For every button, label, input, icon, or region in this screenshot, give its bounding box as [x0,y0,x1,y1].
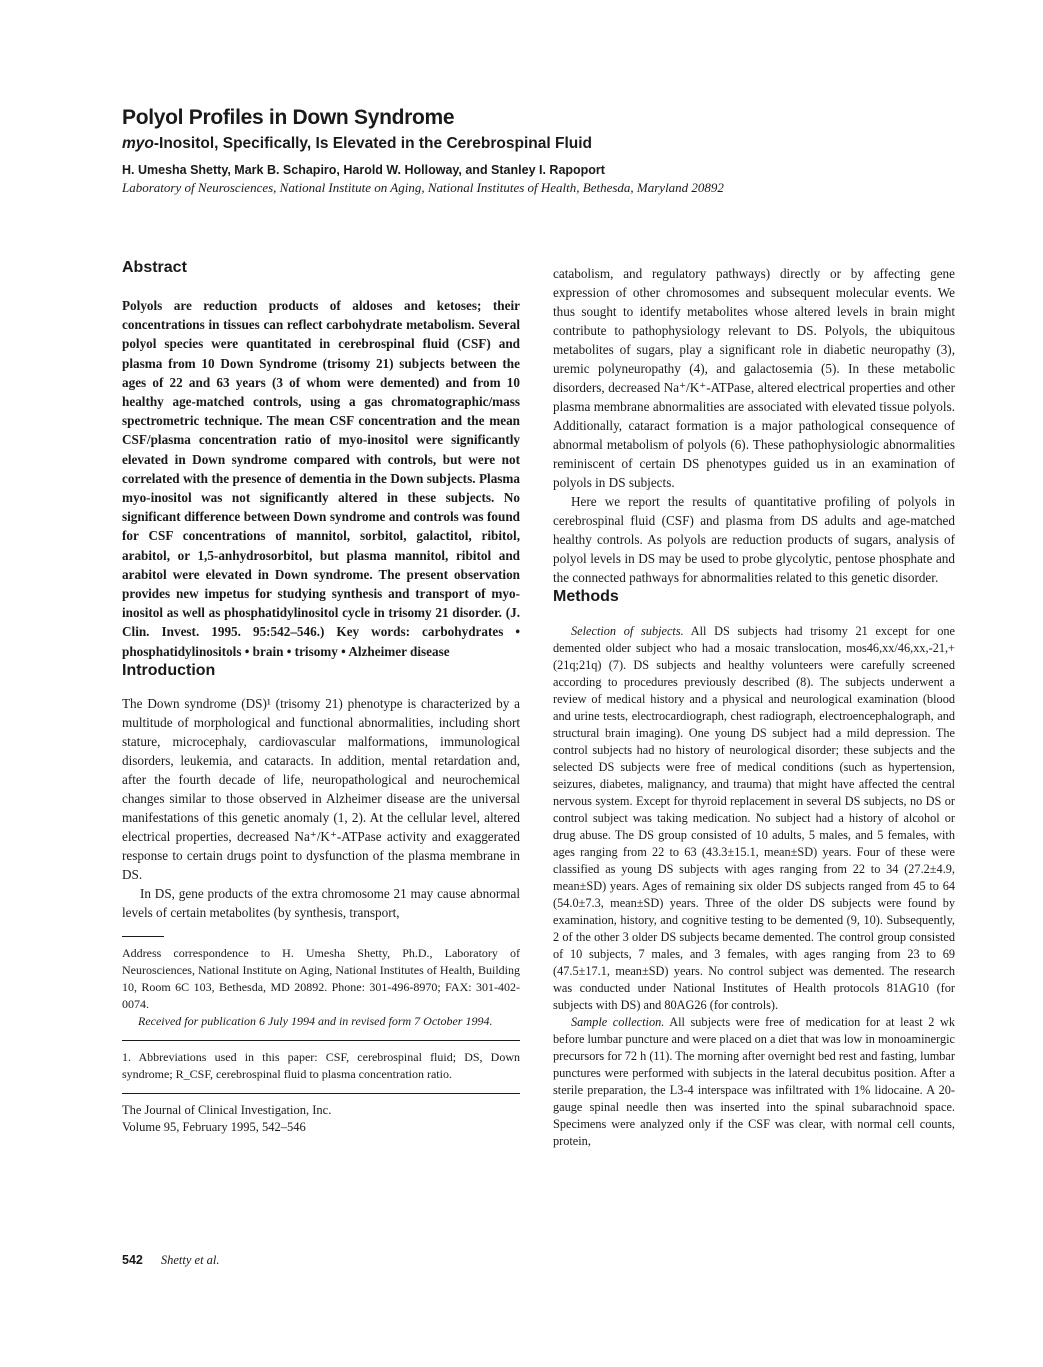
received-footnote: Received for publication 6 July 1994 and in revised form 7 October 1994. [138,1013,493,1028]
journal-rule [122,1093,520,1094]
sample-title: Sample collection. [571,1015,665,1029]
page-footer [122,1253,220,1268]
abbreviations-footnote: 1. Abbreviations used in this paper: CSF, cerebrospinal fluid; DS, Down syndrome; R_CSF, cerebrospinal fluid to plasma concentration ratio. [122,1049,520,1081]
article-title: Polyol Profiles in Down Syndrome [122,106,455,129]
intro-paragraph-2-continued: catabolism, and regulatory pathways) directly or by affecting gene expression of other chromosomes and subsequent molecular events. We thus sought to identify metabolites whose altered levels in brain might contribute to pathophysiology relevant to DS. Polyols, the ubiquitous metabolites of sugars, play a significant role in diabetic neuropathy (3), uremic polyneuropathy (4), and galactosemia (5). In these metabolic disorders, decreased Na⁺/K⁺-ATPase, altered electrical properties and other plasma membrane abnormalities are associated with elevated tissue polyols. Additionally, cataract formation is a major pathological consequence of abnormal metabolism of polyols (6). These pathophysiologic abnormalities reminiscent of certain DS phenotypes guided us in an examination of polyols in DS subjects. [553,266,955,490]
right-column [553,264,955,1150]
abstract-heading: Abstract [122,259,187,276]
abstract-text: Polyols are reduction products of aldoses and ketoses; their concentrations in tissues can reflect carbohydrate metabolism. Several polyol species were quantitated in cerebrospinal fluid (CSF) and plasma from 10 Down Syndrome (trisomy 21) subjects between the ages of 22 and 63 years (3 of whom were demented) and from 10 healthy age-matched controls, using a gas chromatographic/mass spectrometric technique. The mean CSF concentration and the mean CSF/plasma concentration ratio of myo-inositol were significantly elevated in Down syndrome compared with controls, but were not correlated with the presence of dementia in the Down subjects. Plasma myo-inositol was not significantly altered in these subjects. No significant difference between Down syndrome and controls was found for CSF concentrations of mannitol, sorbitol, galactitol, ribitol, arabitol, or 1,5-anhydrosorbitol, but plasma mannitol, ribitol and arabitol were elevated in Down syndrome. The present observation provides new impetus for studying synthesis and transport of myo-inositol as well as phosphatidylinositol cycle in trisomy 21 disorder. (J. Clin. Invest. 1995. 95:542–546.) Key words: carbohydrates • phosphatidylinositols • brain • trisomy • Alzheimer disease [122,298,520,659]
introduction-heading: Introduction [122,661,216,679]
author-list: H. Umesha Shetty, Mark B. Schapiro, Harold W. Holloway, and Stanley I. Rapoport [122,163,605,177]
intro-paragraph-1: The Down syndrome (DS)¹ (trisomy 21) phenotype is characterized by a multitude of morphological and functional abnormalities, including short stature, microcephaly, cardiovascular malformations, immunological disorders, leukemia, and cataracts. In addition, mental retardation and, after the fourth decade of life, neuropathological and neurochemical changes similar to those observed in Alzheimer disease are the universal manifestations of this genetic anomaly (1, 2). At the cellular level, altered electrical properties, decreased Na⁺/K⁺-ATPase activity and exaggerated response to certain drugs point to dysfunction of the plasma membrane in DS. [122,695,520,882]
footnote-separator [122,936,164,937]
article-subtitle [122,133,922,155]
sample-paragraph [553,1014,955,1150]
selection-title: Selection of subjects. [571,624,684,638]
sample-text: All subjects were free of medication for at least 2 wk before lumbar puncture and were placed on a diet that was low in monoaminergic precursors for 72 h (11). The morning after overnight bed rest and fasting, lumbar punctures were performed with subjects in the lateral decubitus position. After a sterile preparation, the L3-4 interspace was infiltrated with 1% lidocaine. A 20-gauge spinal needle then was inserted into the spinal subarachnoid space. Specimens were analyzed only if the CSF was clear, with normal cell counts, protein, [553,1015,955,1148]
subtitle-italic: myo [122,135,154,152]
methods-heading: Methods [553,588,619,605]
affiliation: Laboratory of Neurosciences, National Institute on Aging, National Institutes of Health, Bethesda, Maryland 20892 [122,180,724,195]
intro-paragraph-3: Here we report the results of quantitative profiling of polyols in cerebrospinal fluid (CSF) and plasma from DS adults and age-matched healthy controls. As polyols are reduction products of sugars, analysis of polyol levels in DS may be used to probe glycolytic, pentose phosphate and the connected pathways for abnormalities related to this genetic disorder. [553,494,955,585]
selection-paragraph [553,623,955,1014]
left-column [122,258,520,1136]
correspondence-footnote: Address correspondence to H. Umesha Shetty, Ph.D., Laboratory of Neurosciences, National Institute on Aging, National Institutes of Health, Building 10, Room 6C 103, Bethesda, MD 20892. Phone: 301-496-8970; FAX: 301-402-0074. [122,945,520,1011]
footnote-rule [122,1040,520,1041]
running-author: Shetty et al. [160,1253,220,1267]
selection-text: All DS subjects had trisomy 21 except for one demented older subject who had a mosaic translocation, mos46,xx/46,xx,-21,+(21q;21q) (7). DS subjects and healthy volunteers were carefully screened according to procedures previously described (8). The subjects underwent a review of medical history and a physical and neurological examination (blood and urine tests, electrocardiograph, chest radiograph, electroencephalograph, and structural brain imaging). One young DS subject had a mild depression. The control subjects had no history of neurological disorder; these subjects and the selected DS subjects were free of medical conditions (such as hypertension, seizures, diabetes, malignancy, and trauma) that might have affected the central nervous system. Except for thyroid replacement in several DS subjects, no DS or control subject was taking medication. No subject had a history of alcohol or drug abuse. The DS group consisted of 10 adults, 5 males, and 5 females, with ages ranging from 22 to 63 (43.3±15.1, mean±SD) years. Four of these were classified as young DS subjects with ages ranging from 22 to 34 (27.2±4.9, mean±SD) years. Ages of remaining six older DS subjects ranged from 45 to 64 (54.0±7.3, mean±SD) years. Three of the older DS subjects were found by examination, history, and cognitive testing to be demented (9, 10). Subsequently, 2 of the other 3 older DS subjects became demented. The control group consisted of 10 subjects, 7 males, and 3 females, with ages ranging from 23 to 69 (47.5±17.1, mean±SD) years. No control subject was demented. The research was conducted under National Institutes of Health protocols 81AG10 (for subjects with DS) and 80AG26 (for controls). [553,624,955,1012]
article-header [122,104,922,196]
intro-paragraph-2: In DS, gene products of the extra chromosome 21 may cause abnormal levels of certain metabolites (by synthesis, transport, [122,885,520,920]
page-number: 542 [122,1253,143,1267]
journal-name: The Journal of Clinical Investigation, Inc. [122,1102,332,1117]
journal-volume: Volume 95, February 1995, 542–546 [122,1119,306,1134]
subtitle-rest: -Inositol, Specifically, Is Elevated in the Cerebrospinal Fluid [153,135,592,152]
